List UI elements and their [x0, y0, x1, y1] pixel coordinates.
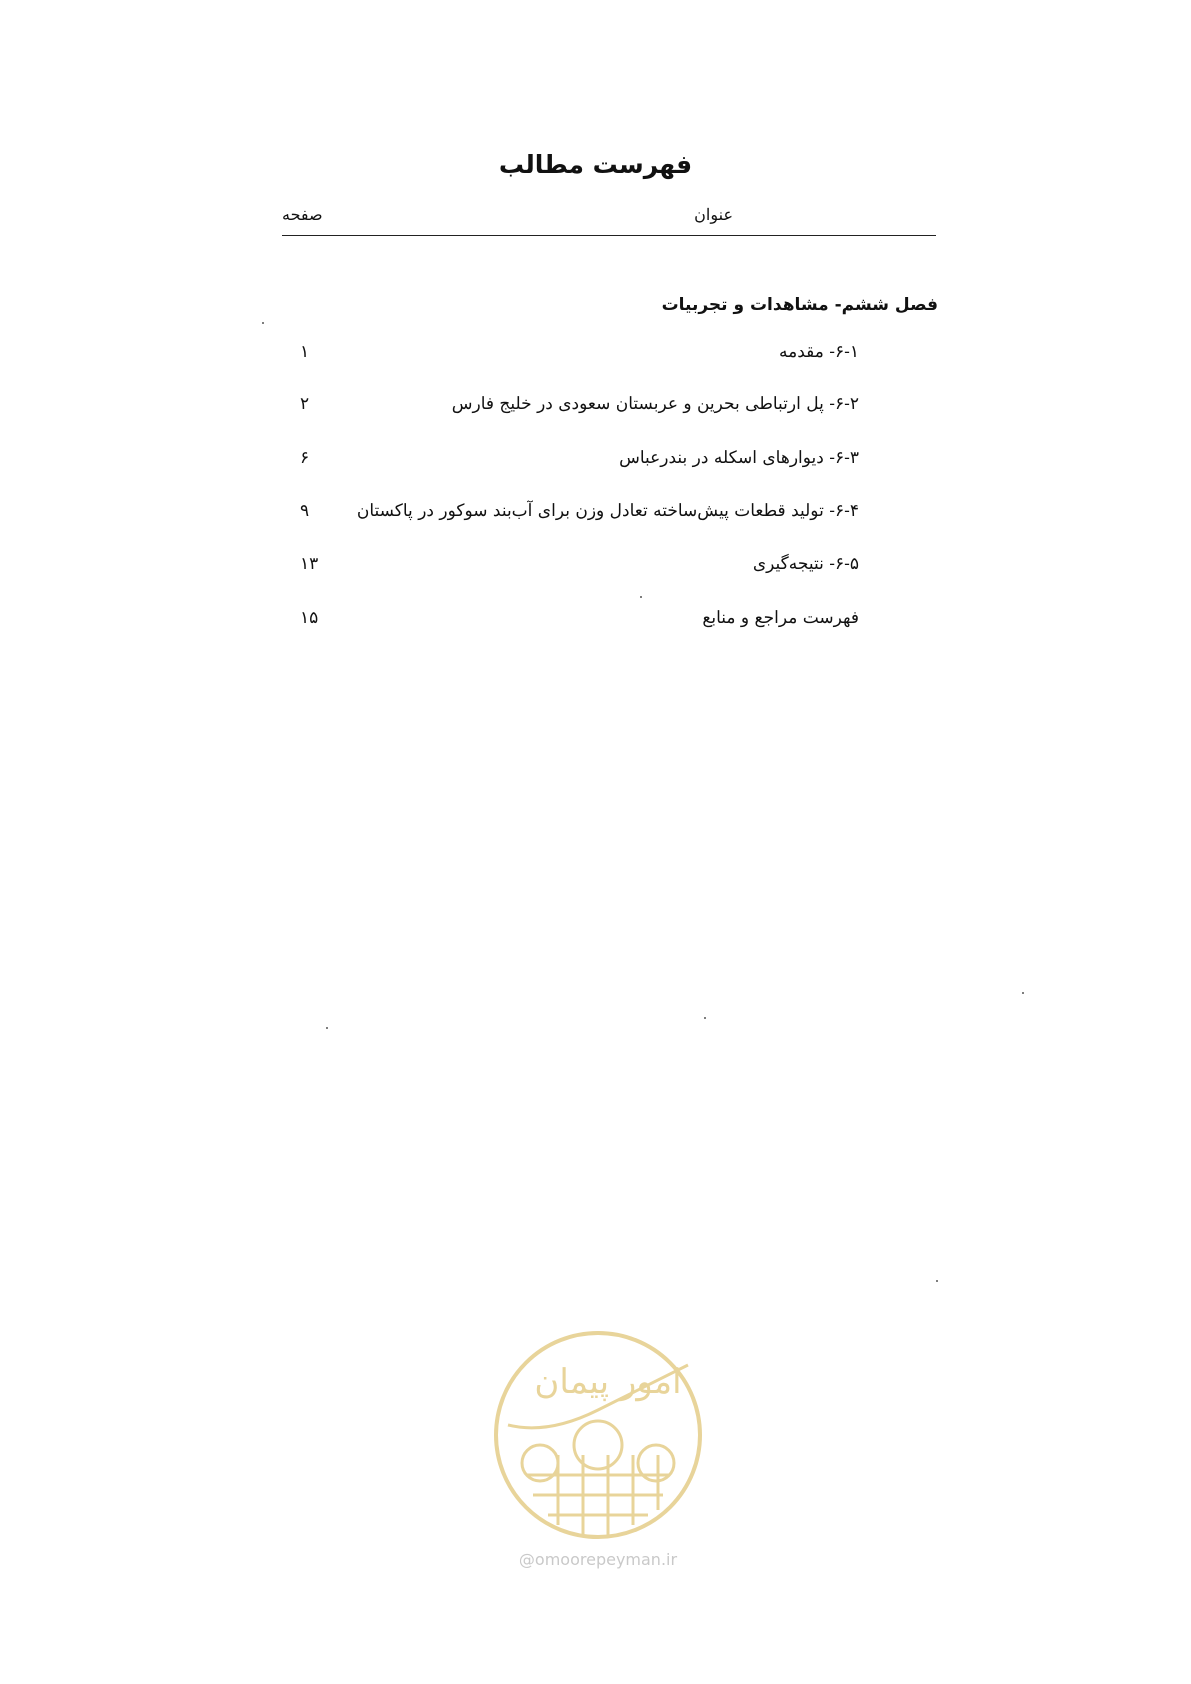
- toc-entry[interactable]: [0, 342, 1191, 372]
- toc-entry[interactable]: [0, 554, 1191, 584]
- toc-entry-title: ۶-۴- تولید قطعات پیش‌ساخته تعادل وزن برای آب‌بند سوکور در پاکستان: [356, 501, 859, 521]
- toc-entry-title: فهرست مراجع و منابع: [702, 608, 859, 628]
- toc-entry[interactable]: [0, 501, 1191, 531]
- scan-speck: [640, 596, 642, 598]
- toc-entry-title: ۶-۲- پل ارتباطی بحرین و عربستان سعودی در خلیج فارس: [451, 394, 859, 414]
- page-column-header: صفحه: [282, 205, 323, 224]
- scan-speck: [326, 1027, 328, 1029]
- header-divider: [282, 235, 936, 236]
- toc-entry-page: ۱۳: [300, 554, 319, 574]
- page-title: فهرست مطالب: [498, 150, 693, 179]
- scan-speck: [1022, 992, 1024, 994]
- watermark-url: @omoorepeyman.ir: [518, 1550, 678, 1569]
- toc-entry[interactable]: [0, 448, 1191, 478]
- toc-entry-page: ۲: [300, 394, 310, 414]
- title-column-header: عنوان: [694, 205, 733, 224]
- toc-entry[interactable]: [0, 394, 1191, 424]
- toc-entry-title: ۶-۱- مقدمه: [778, 342, 859, 362]
- watermark-logo: [488, 1325, 708, 1545]
- watermark-logo-text: امور پیمان: [534, 1362, 682, 1402]
- toc-entry-page: ۱: [300, 342, 310, 362]
- toc-entry-page: ۶: [300, 448, 310, 468]
- toc-entry-page: ۹: [300, 501, 310, 521]
- scan-speck: [704, 1017, 706, 1019]
- toc-entry-title: ۶-۳- دیوارهای اسکله در بندرعباس: [619, 448, 859, 468]
- chapter-heading: فصل ششم- مشاهدات و تجربیات: [661, 295, 938, 315]
- toc-entry[interactable]: [0, 608, 1191, 638]
- toc-entry-page: ۱۵: [300, 608, 319, 628]
- scan-speck: [262, 322, 264, 324]
- toc-entry-title: ۶-۵- نتیجه‌گیری: [752, 554, 859, 574]
- scan-speck: [936, 1280, 938, 1282]
